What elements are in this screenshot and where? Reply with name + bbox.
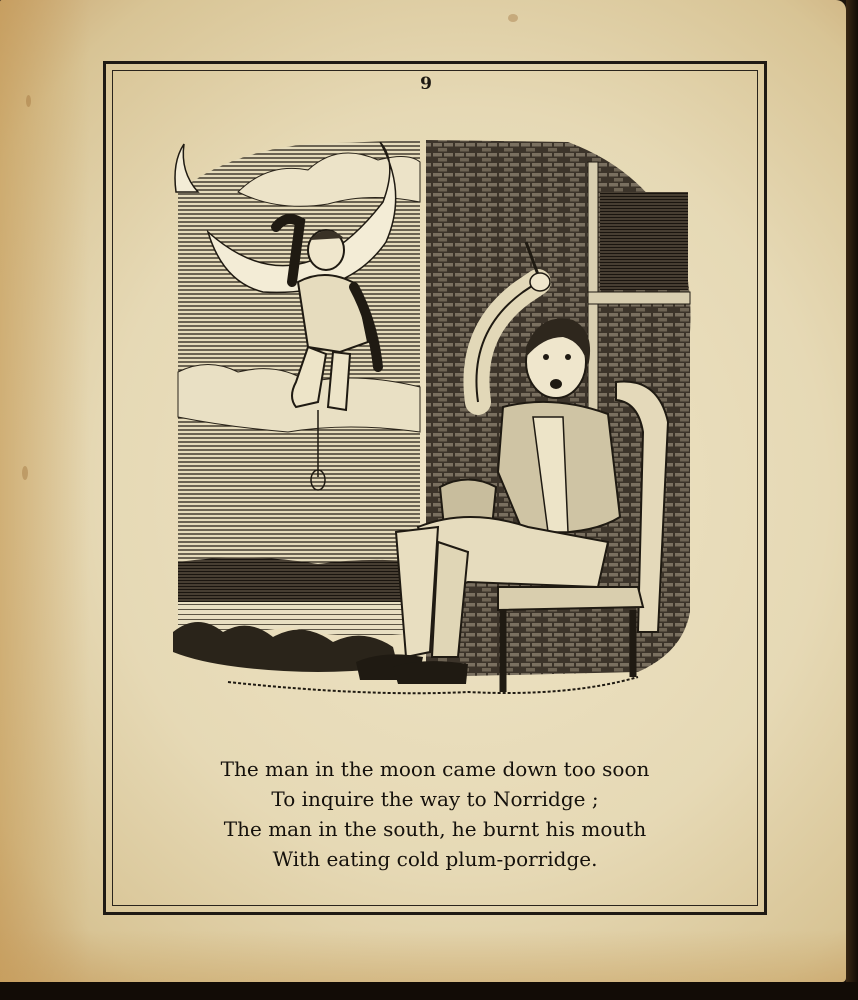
page-bottom-shadow [0,982,858,1000]
verse-line: The man in the south, he burnt his mouth [223,817,647,841]
page-bottom-discoloration [0,930,846,982]
foxing-spot [26,95,31,107]
foxing-spot [508,14,518,22]
page-edge-stain [0,0,90,982]
page-number: 9 [420,74,432,94]
verse-line: The man in the moon came down too soon [220,757,650,781]
nursery-rhyme-verse [150,754,720,874]
verse-line: To inquire the way to Norridge ; [271,787,599,811]
foxing-spot [22,466,28,480]
book-spine-shadow [846,0,858,1000]
woodcut-illustration [168,132,698,707]
verse-line: With eating cold plum-porridge. [272,847,598,871]
